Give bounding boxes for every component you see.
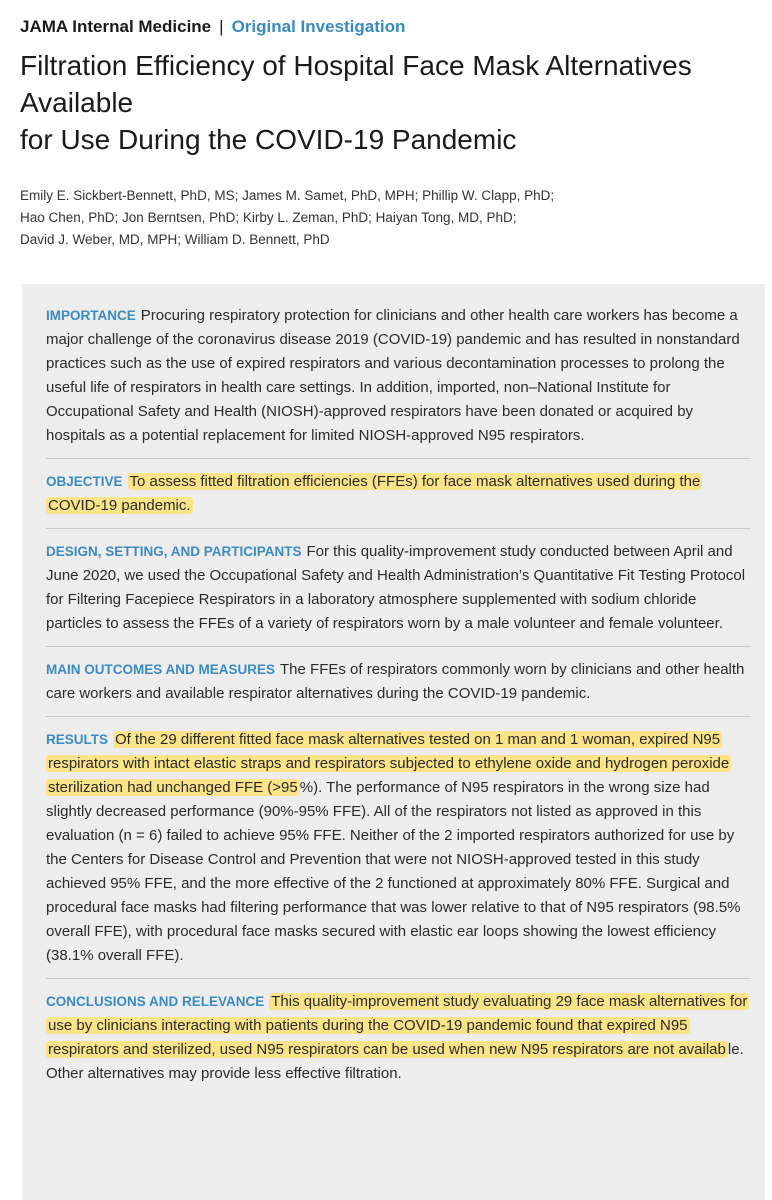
journal-name: JAMA Internal Medicine	[20, 17, 212, 36]
abstract-box	[22, 284, 765, 1200]
conclusions-label: CONCLUSIONS AND RELEVANCE	[46, 994, 265, 1009]
objective-highlight: To assess fitted filtration efficiencies (FFEs) for face mask alternatives used during the COVID-19 pandemic.	[48, 473, 701, 514]
journal-header	[20, 17, 405, 37]
header-separator: |	[219, 17, 224, 36]
results-highlight: Of the 29 different fitted face mask alternatives tested on 1 man and 1 woman, expired N95 respirators with intact elastic straps and respirators subjected to ethylene oxide and hydrogen peroxide sterilization had unchanged FFE (>95	[48, 731, 730, 796]
section-divider	[46, 978, 751, 979]
conclusions-section	[46, 990, 751, 1086]
conclusions-text: le. Other alternatives may provide less effective filtration.	[46, 1041, 744, 1082]
objective-label: OBJECTIVE	[46, 474, 123, 489]
results-text: %). The performance of N95 respirators in the wrong size had slightly decreased performance (90%-95% FFE). All of the respirators not listed as approved in this evaluation (n = 6) failed to achieve 95% FFE. Neither of the 2 imported respirators authorized for use by the Centers for Disease Control and Prevention that were not NIOSH-approved tested in this study achieved 95% FFE, and the more effective of the 2 functioned at approximately 80% FFE. Surgical and procedural face masks had filtering performance that was lower relative to that of N95 respirators (98.5% overall FFE), with procedural face masks secured with elastic ear loops showing the lowest efficiency (38.1% overall FFE).	[46, 779, 741, 964]
results-section	[46, 728, 751, 968]
outcomes-text: The FFEs of respirators commonly worn by clinicians and other health care workers and available respirator alternatives during the COVID-19 pandemic.	[46, 661, 745, 702]
outcomes-label: MAIN OUTCOMES AND MEASURES	[46, 662, 276, 677]
title-line-2: for Use During the COVID-19 Pandemic	[20, 124, 517, 155]
importance-section	[46, 304, 751, 448]
section-divider	[46, 716, 751, 717]
objective-section	[46, 470, 751, 518]
author-line-3: David J. Weber, MD, MPH; William D. Bennett, PhD	[20, 232, 330, 247]
author-line-2: Hao Chen, PhD; Jon Berntsen, PhD; Kirby L. Zeman, PhD; Haiyan Tong, MD, PhD;	[20, 210, 517, 225]
design-text: For this quality-improvement study conducted between April and June 2020, we used the Occupational Safety and Health Administration’s Quantitative Fit Testing Protocol for Filtering Facepiece Respirators in a laboratory atmosphere supplemented with sodium chloride particles to assess the FFEs of a variety of respirators worn by a male volunteer and female volunteer.	[46, 543, 746, 632]
design-label: DESIGN, SETTING, AND PARTICIPANTS	[46, 544, 302, 559]
outcomes-section	[46, 658, 751, 706]
importance-label: IMPORTANCE	[46, 308, 136, 323]
article-title	[20, 47, 765, 158]
author-line-1: Emily E. Sickbert-Bennett, PhD, MS; James M. Samet, PhD, MPH; Phillip W. Clapp, PhD;	[20, 188, 555, 203]
section-divider	[46, 458, 751, 459]
section-divider	[46, 646, 751, 647]
results-label: RESULTS	[46, 732, 109, 747]
section-divider	[46, 528, 751, 529]
article-type: Original Investigation	[231, 17, 406, 36]
author-list	[20, 185, 760, 251]
importance-text: Procuring respiratory protection for clinicians and other health care workers has become a major challenge of the coronavirus disease 2019 (COVID-19) pandemic and has resulted in nonstandard practices such as the use of expired respirators and various decontamination processes to prolong the useful life of respirators in health care settings. In addition, imported, non–National Institute for Occupational Safety and Health (NIOSH)-approved respirators have been donated or acquired by hospitals as a potential replacement for limited NIOSH-approved N95 respirators.	[46, 307, 740, 444]
title-line-1: Filtration Efficiency of Hospital Face Mask Alternatives Available	[20, 50, 692, 118]
design-section	[46, 540, 751, 636]
conclusions-highlight: This quality-improvement study evaluating 29 face mask alternatives for use by clinicians interacting with patients during the COVID-19 pandemic found that expired N95 respirators and sterilized, used N95 respirators can be used when new N95 respirators are not availab	[48, 993, 748, 1058]
